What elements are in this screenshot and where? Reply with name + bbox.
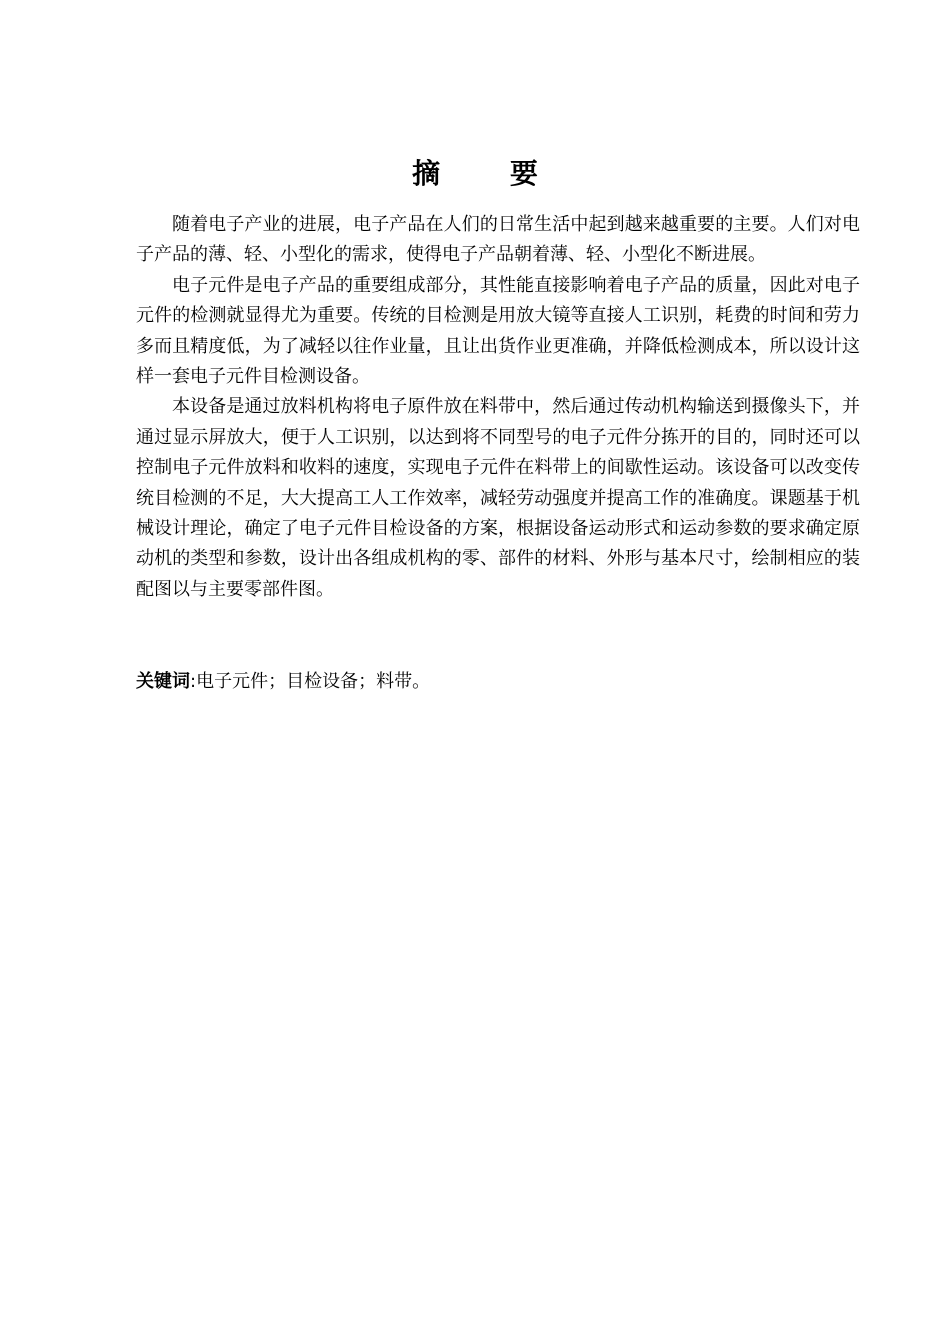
abstract-paragraph-2: 电子元件是电子产品的重要组成部分，其性能直接影响着电子产品的质量，因此对电子元件的检测就显得尤为重要。传统的目检测是用放大镜等直接人工识别，耗费的时间和劳力多而且精度低，为了减轻以往作业量，且让出货作业更准确，并降低检测成本，所以设计这样一套电子元件目检测设备。 bbox=[136, 274, 860, 388]
abstract-body bbox=[136, 210, 860, 605]
keywords-label: 关键词 bbox=[136, 671, 190, 692]
page-title: 摘 要 bbox=[412, 157, 568, 190]
abstract-paragraph-3: 本设备是通过放料机构将电子原件放在料带中，然后通过传动机构输送到摄像头下，并通过显示屏放大，便于人工识别，以达到将不同型号的电子元件分拣开的目的，同时还可以控制电子元件放料和收料的速度，实现电子元件在料带上的间歇性运动。该设备可以改变传统目检测的不足，大大提高工人工作效率，减轻劳动强度并提高工作的准确度。课题基于机械设计理论，确定了电子元件目检设备的方案，根据设备运动形式和运动参数的要求确定原动机的类型和参数，设计出各组成机构的零、部件的材料、外形与基本尺寸，绘制相应的装配图以与主要零部件图。 bbox=[136, 396, 860, 600]
abstract-paragraph-1: 随着电子产业的进展，电子产品在人们的日常生活中起到越来越重要的主要。人们对电子产品的薄、轻、小型化的需求，使得电子产品朝着薄、轻、小型化不断进展。 bbox=[136, 214, 860, 266]
keywords-text: 电子元件；目检设备；料带。 bbox=[196, 671, 431, 692]
keywords-separator: : bbox=[190, 671, 197, 692]
keywords-line bbox=[136, 667, 860, 697]
